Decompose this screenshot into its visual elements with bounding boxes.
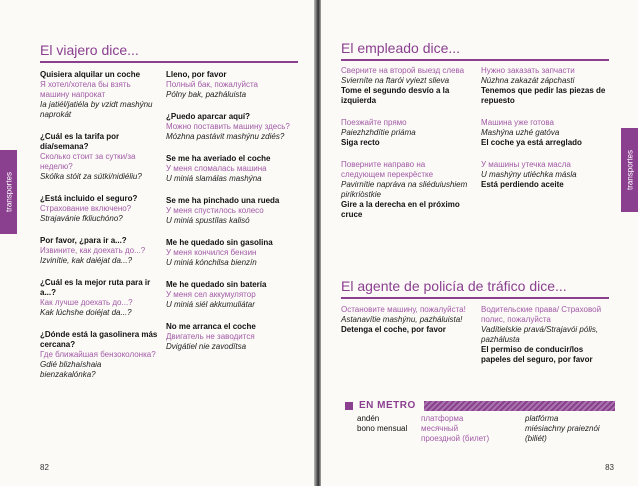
- phrase-transliteration: Mashýna uzhé gatóva: [481, 128, 560, 137]
- page-number-right: 83: [605, 463, 614, 472]
- phrase-transliteration: Paiezhzhdítie priáma: [341, 128, 416, 137]
- metro-header: [345, 398, 615, 413]
- phrase-spanish: Tenemos que pedir las piezas de repuesto: [481, 86, 606, 105]
- phrase-russian: Поверните направо на следующем перекрёстке: [341, 160, 434, 179]
- phrase-entry: [481, 305, 613, 365]
- metro-title: EN METRO: [359, 400, 416, 411]
- metro-spanish: bono mensual: [357, 424, 408, 433]
- metro-square-icon: [345, 402, 353, 410]
- phrase-entry: [166, 70, 296, 100]
- phrase-russian: Можно поставить машину здесь?: [166, 122, 290, 131]
- metro-row: [357, 424, 617, 434]
- phrase-spanish: Me he quedado sin batería: [166, 280, 267, 289]
- phrase-spanish: ¿Está incluido el seguro?: [40, 194, 138, 203]
- phrase-entry: [40, 330, 158, 380]
- phrase-entry: [40, 236, 158, 266]
- phrase-entry: [341, 66, 469, 106]
- phrase-spanish: ¿Cuál es la tarifa por día/semana?: [40, 132, 120, 151]
- book-gutter: [314, 0, 321, 486]
- phrase-transliteration: U miniá slamálas mashýna: [166, 174, 262, 183]
- phrase-entry: [40, 132, 158, 182]
- phrase-spanish: Lleno, por favor: [166, 70, 227, 79]
- phrase-transliteration: U miniá spustílas kalisó: [166, 216, 250, 225]
- phrase-transliteration: Gdié blizhaíshaia bienzakalónka?: [40, 360, 102, 379]
- phrase-spanish: El permiso de conducir/los papeles del seguro, por favor: [481, 345, 593, 364]
- phrase-transliteration: Pavirnítie naprávа na sliéduiushiem pirikriòstkie: [341, 180, 468, 199]
- phrase-spanish: Me he quedado sin gasolina: [166, 238, 273, 247]
- title-rule: [341, 297, 609, 299]
- phrase-entry: [166, 238, 296, 268]
- section-title-employee: El empleado dice...: [341, 40, 461, 56]
- phrase-spanish: ¿Puedo aparcar aquí?: [166, 112, 251, 121]
- phrase-entry: [40, 194, 158, 224]
- phrase-russian: Страхование включено?: [40, 204, 132, 213]
- phrase-spanish: Se me ha averiado el coche: [166, 154, 271, 163]
- phrase-entry: [341, 118, 469, 148]
- phrase-column-1: [40, 70, 158, 392]
- phrase-russian: Машина уже готова: [481, 118, 554, 127]
- phrase-transliteration: Dvigátiel nie zavodítsa: [166, 342, 247, 351]
- phrase-entry: [481, 118, 613, 148]
- phrase-transliteration: Kak lúchshe doiéjat da...?: [40, 308, 132, 317]
- phrase-transliteration: Ia jatiél/jatiéla by vzidt mashýnu naprokát: [40, 100, 153, 119]
- section-title-police: El agente de policía de tráfico dice...: [341, 278, 567, 294]
- side-tab-label: transportes: [4, 171, 13, 213]
- side-tab-label: transportes: [625, 149, 634, 191]
- phrase-russian: Водительские права/ Страховой полис, пожалуйста: [481, 305, 602, 324]
- police-column-2: [481, 305, 613, 377]
- metro-row: [357, 414, 617, 424]
- metro-vocabulary: [357, 414, 617, 444]
- right-page: [321, 0, 638, 486]
- phrase-spanish: ¿Cuál es la mejor ruta para ir a...?: [40, 278, 151, 297]
- phrase-spanish: Por favor, ¿para ir a...?: [40, 236, 127, 245]
- phrase-transliteration: U miniá siél akkumuliátar: [166, 300, 255, 309]
- phrase-column-2: [166, 70, 296, 364]
- phrase-entry: [40, 70, 158, 120]
- phrase-russian: Остановите машину, пожалуйста!: [341, 305, 466, 314]
- phrase-russian: У меня сел аккумулятор: [166, 290, 256, 299]
- phrase-entry: [166, 154, 296, 184]
- metro-row: [357, 434, 617, 444]
- phrase-russian: У меня спустилось колесо: [166, 206, 264, 215]
- phrase-russian: У машины утечка масла: [481, 160, 571, 169]
- title-rule: [40, 61, 298, 63]
- phrase-russian: Где ближайшая бензоколонка?: [40, 350, 156, 359]
- phrase-entry: [166, 112, 296, 142]
- phrase-russian: Я хотел/хотела бы взять машину напрокат: [40, 80, 131, 99]
- metro-russian: платформа: [421, 414, 464, 423]
- phrase-transliteration: Mózhna pastávit mashýnu zdiés?: [166, 132, 285, 141]
- phrase-russian: У меня кончился бензин: [166, 248, 257, 257]
- section-title-traveller: El viajero dice...: [40, 42, 139, 58]
- phrase-spanish: Gire a la derecha en el próximo cruce: [341, 200, 460, 219]
- phrase-transliteration: Izvinítie, kak daiéjat da...?: [40, 256, 133, 265]
- phrase-russian: Поезжайте прямо: [341, 118, 407, 127]
- phrase-russian: У меня сломалась машина: [166, 164, 267, 173]
- phrase-russian: Нужно заказать запчасти: [481, 66, 575, 75]
- metro-spanish: andén: [357, 414, 380, 423]
- phrase-russian: Как лучше доехать до...?: [40, 298, 133, 307]
- side-tab-left: [0, 150, 17, 234]
- title-rule: [341, 59, 609, 61]
- police-column-1: [341, 305, 469, 347]
- metro-spanish: [357, 434, 421, 444]
- phrase-entry: [166, 322, 296, 352]
- metro-transliteration: (biliét): [525, 434, 547, 443]
- phrase-russian: Полный бак, пожалуйста: [166, 80, 258, 89]
- phrase-russian: Двигатель не заводится: [166, 332, 255, 341]
- metro-russian: месячный: [421, 424, 459, 433]
- phrase-spanish: Detenga el coche, por favor: [341, 325, 446, 334]
- phrase-entry: [341, 160, 469, 220]
- phrase-transliteration: Svierníte na ftarói vyiezt slieva: [341, 76, 450, 85]
- metro-transliteration: platfórma: [525, 414, 559, 423]
- phrase-transliteration: Vadítielskie pravá/Strajavói pólis, pazhálusta: [481, 325, 599, 344]
- phrase-transliteration: Astanavítie mashýnu, pazháluista!: [341, 315, 463, 324]
- phrase-transliteration: Pólny bak, pazháluista: [166, 90, 247, 99]
- left-page: [0, 0, 314, 486]
- phrase-transliteration: Skólka stóit za sútki/nidiéliu?: [40, 172, 142, 181]
- phrase-entry: [341, 305, 469, 335]
- side-tab-right: [621, 128, 638, 212]
- phrase-entry: [166, 280, 296, 310]
- phrase-spanish: Tome el segundo desvío a la izquierda: [341, 86, 450, 105]
- phrase-entry: [481, 66, 613, 106]
- phrase-russian: Сверните на второй выезд слева: [341, 66, 465, 75]
- phrase-entry: [40, 278, 158, 318]
- phrase-spanish: Se me ha pinchado una rueda: [166, 196, 280, 205]
- phrase-spanish: El coche ya está arreglado: [481, 138, 582, 147]
- metro-russian: проездной (билет): [421, 434, 490, 443]
- phrase-spanish: No me arranca el coche: [166, 322, 256, 331]
- phrase-transliteration: U mashýny utiéchka másla: [481, 170, 577, 179]
- phrase-transliteration: U miniá kónchilsa bienzín: [166, 258, 257, 267]
- phrase-transliteration: Strajavánie fkliuchóno?: [40, 214, 123, 223]
- employee-column-1: [341, 66, 469, 232]
- phrase-transliteration: Núzhna zakazát zápchasti: [481, 76, 575, 85]
- phrase-spanish: Está perdiendo aceite: [481, 180, 564, 189]
- phrase-spanish: Siga recto: [341, 138, 380, 147]
- phrase-russian: Извините, как доехать до...?: [40, 246, 146, 255]
- employee-column-2: [481, 66, 613, 202]
- page-number-left: 82: [40, 463, 49, 472]
- phrase-spanish: Quisiera alquilar un coche: [40, 70, 141, 79]
- phrase-russian: Сколько стоит за сутки/за неделю?: [40, 152, 136, 171]
- metro-pattern-bar: [424, 401, 615, 411]
- phrase-spanish: ¿Dónde está la gasolinera más cercana?: [40, 330, 158, 349]
- phrase-entry: [166, 196, 296, 226]
- metro-transliteration: miésiachny praieznói: [525, 424, 600, 433]
- phrase-entry: [481, 160, 613, 190]
